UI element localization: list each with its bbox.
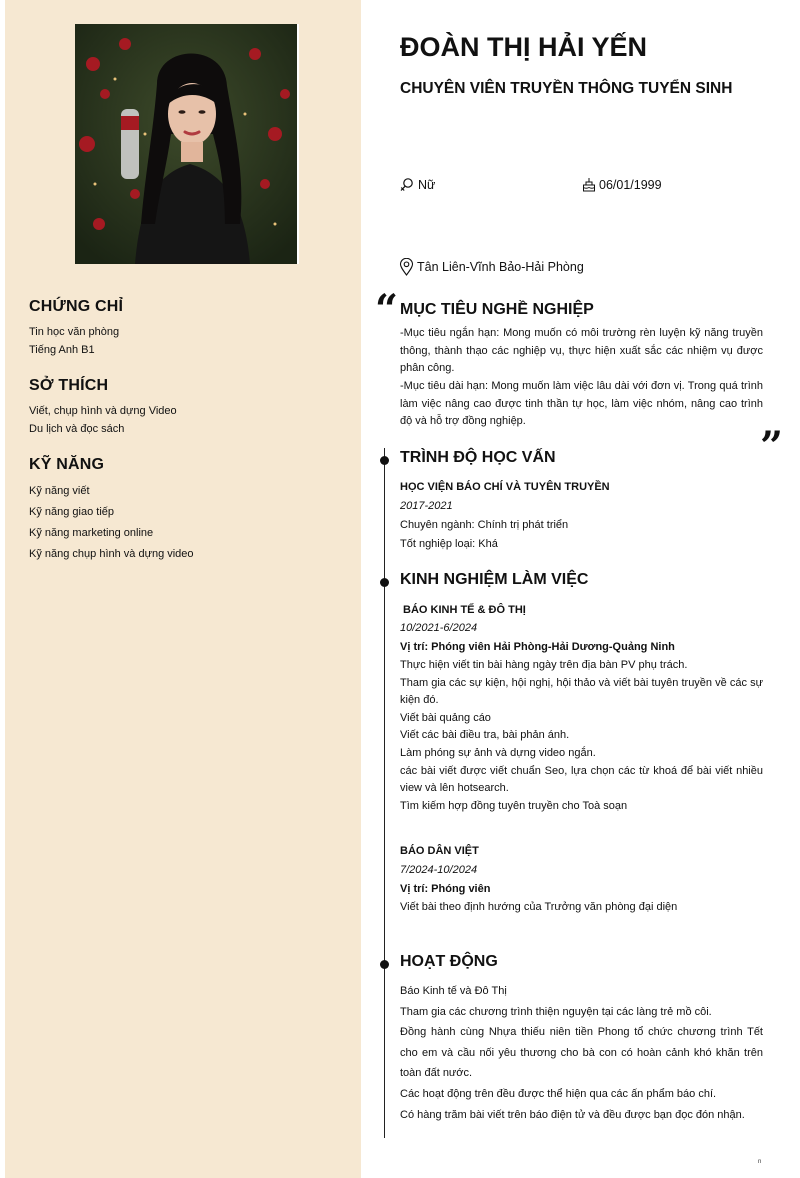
activities-list: [400, 981, 763, 1125]
education-period: 2017-2021: [400, 500, 453, 512]
activities-title: HOẠT ĐỘNG: [400, 953, 498, 970]
education-school: HỌC VIỆN BÁO CHÍ VÀ TUYÊN TRUYỀN: [400, 481, 610, 493]
list-item: Viết các bài điều tra, bài phản ánh.: [400, 729, 570, 742]
list-item: Kỹ năng giao tiếp: [29, 506, 115, 518]
job-period: 10/2021-6/2024: [400, 622, 478, 634]
timeline-dot: [380, 578, 389, 587]
gender-icon: [399, 177, 415, 193]
list-item: Viết bài quảng cáo: [400, 711, 491, 724]
list-item: Viết, chụp hình và dựng Video: [29, 405, 177, 417]
gender-value: Nữ: [418, 178, 436, 192]
list-item: Du lịch và đọc sách: [29, 423, 125, 435]
education-major: Chuyên ngành: Chính trị phát triển: [400, 519, 569, 531]
list-item: Tham gia các sự kiện, hội nghị, hội thảo và viết bài tuyên truyền về các sự kiện đó.: [400, 676, 763, 707]
birthday-cake-icon: [582, 177, 596, 192]
job-title: CHUYÊN VIÊN TRUYỀN THÔNG TUYỂN SINH: [400, 80, 733, 97]
list-item: Tìm kiếm hợp đồng tuyên truyền cho Toà soạn: [400, 799, 628, 812]
list-item: Kỹ năng chụp hình và dựng video: [29, 548, 194, 560]
list-item: Tiếng Anh B1: [29, 344, 95, 356]
list-item: Kỹ năng marketing online: [29, 527, 154, 539]
job-position: Vị trí: Phóng viên: [400, 883, 491, 895]
objective-short: -Mục tiêu ngắn hạn: Mong muốn có môi trường rèn luyện kỹ năng truyền thông, thành thạo các nghiệp vụ, thực hiện xuất sắc các nhiệm vụ được phân công.: [400, 327, 763, 374]
certificates-title: CHỨNG CHỈ: [29, 298, 124, 315]
objective-long: -Mục tiêu dài hạn: Mong muốn làm việc lâu dài với đơn vị. Trong quá trình làm việc nâng cao được tinh thần tự học, làm việc nhóm, nâng cao trình độ và hỗ trợ đồng nghiệp.: [400, 380, 763, 427]
list-item: các bài viết được viết chuẩn Seo, lựa chọn các từ khoá để bài viết nhiều view và lên hotsearch.: [400, 764, 763, 795]
full-name: ĐOÀN THỊ HẢI YẾN: [400, 32, 648, 62]
education-grade: Tốt nghiệp loại: Khá: [400, 538, 498, 550]
skills-list: [29, 481, 194, 565]
certificates-list: [29, 323, 119, 359]
list-item: Viết bài theo định hướng của Trưởng văn phòng đại diện: [400, 901, 678, 913]
list-item: Kỹ năng viết: [29, 485, 90, 497]
gender-info: [399, 177, 435, 193]
job-duties: [400, 899, 763, 917]
timeline-line: [384, 448, 385, 1138]
list-item: Làm phóng sự ảnh và dựng video ngắn.: [400, 746, 596, 759]
list-item: Tin học văn phòng: [29, 326, 120, 338]
list-item: Tham gia các chương trình thiện nguyện tại các làng trẻ mồ côi.: [400, 1005, 712, 1018]
job-org: BÁO DÂN VIỆT: [400, 845, 479, 857]
list-item: Có hàng trăm bài viết trên báo điện tử và đều được bạn đọc đón nhận.: [400, 1108, 745, 1121]
job-position: Vị trí: Phóng viên Hải Phòng-Hải Dương-Quảng Ninh: [400, 641, 675, 653]
list-item: Các hoạt động trên đều được thể hiện qua các ấn phẩm báo chí.: [400, 1087, 717, 1100]
close-quote-icon: ”: [760, 423, 784, 470]
address-info: [399, 258, 584, 276]
skills-title: KỸ NĂNG: [29, 456, 105, 473]
experience-title: KINH NGHIỆM LÀM VIỆC: [400, 571, 589, 588]
hobbies-list: [29, 402, 177, 438]
job-org: BÁO KINH TẾ & ĐÔ THỊ: [403, 604, 526, 616]
job-period: 7/2024-10/2024: [400, 864, 478, 876]
timeline-dot: [380, 456, 389, 465]
list-item: Thực hiện viết tin bài hàng ngày trên địa bàn PV phụ trách.: [400, 659, 688, 671]
timeline-dot: [380, 960, 389, 969]
list-item: Đồng hành cùng Nhựa thiếu niên tiền Phong tổ chức chương trình Tết cho em và cầu nối yêu thương cho bà con có hoàn cảnh khó khăn trên toàn đất nước.: [400, 1026, 763, 1080]
address-value: Tân Liên-Vĩnh Bảo-Hải Phòng: [417, 260, 584, 274]
open-quote-icon: “: [375, 286, 399, 333]
profile-photo: [75, 24, 299, 264]
list-item: Báo Kinh tế và Đô Thị: [400, 985, 507, 997]
hobbies-title: SỞ THÍCH: [29, 377, 109, 394]
dob-value: 06/01/1999: [599, 177, 662, 192]
page-mark: n: [758, 1159, 762, 1165]
location-pin-icon: [399, 258, 414, 276]
objective-title: MỤC TIÊU NGHỀ NGHIỆP: [400, 301, 594, 318]
job-duties: [400, 657, 763, 815]
dob-info: [582, 177, 662, 192]
education-title: TRÌNH ĐỘ HỌC VẤN: [400, 449, 556, 466]
